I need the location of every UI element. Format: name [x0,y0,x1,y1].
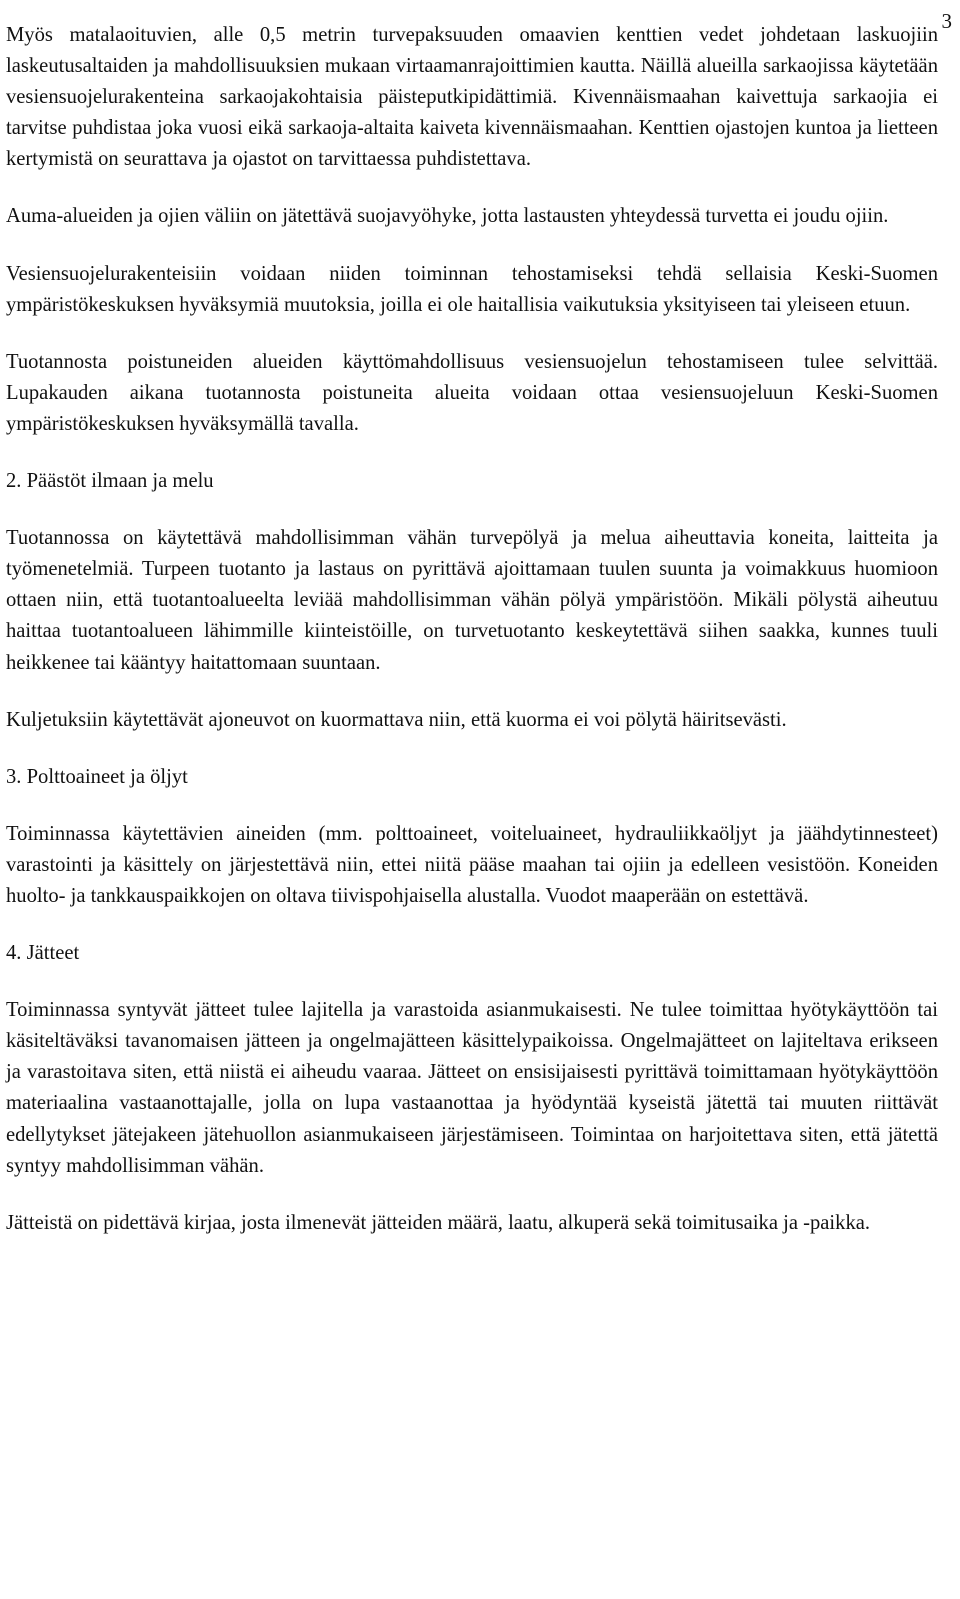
paragraph-waste-handling: Toiminnassa syntyvät jätteet tulee lajitella ja varastoida asianmukaisesti. Ne tulee toimittaa hyötykäyttöön tai käsiteltäväksi tavanomaisen jätteen ja ongelmajätteen käsittelypaikoissa. Ongelmajätteet on lajiteltava erikseen ja varastoitava siten, että niistä ei aiheudu vaaraa. Jätteet on ensisijaisesti pyrittävä toimittamaan hyötykäyttöön materiaalina vastaanottajalle, jolla on lupa vastaanottaa ja hyödyntää kyseistä jätettä tai muuten riittävät edellytykset jätejakeen jätehuollon asianmukaiseen järjestämiseen. Toimintaa on harjoitettava siten, että jätettä syntyy mahdollisimman vähän. [6,999,938,1177]
paragraph-waste-records: Jätteistä on pidettävä kirjaa, josta ilmenevät jätteiden määrä, laatu, alkuperä sekä toimitusaika ja -paikka. [6,1211,871,1234]
paragraph-chemical-storage: Toiminnassa käytettävien aineiden (mm. polttoaineet, voiteluaineet, hydrauliikkaöljyt ja jäähdytinnesteet) varastointi ja käsittely on järjestettävä niin, ettei niitä pääse maahan tai ojiin ja edelleen vesistöön. Koneiden huolto- ja tankkauspaikkojen on oltava tiivispohjaisella alustalla. Vuodot maaperään on estettävä. [6,822,938,907]
paragraph-structure-changes: Vesiensuojelurakenteisiin voidaan niiden toiminnan tehostamiseksi tehdä sellaisia Keski-Suomen ympäristökeskuksen hyväksymiä muutoksia, joilla ei ole haitallisia vaikutuksia yksityiseen tai yleiseen etuun. [6,262,938,316]
section-heading-fuels-oils: 3. Polttoaineet ja öljyt [6,765,188,788]
paragraph-dust-noise: Tuotannossa on käytettävä mahdollisimman vähän turvepölyä ja melua aiheuttavia koneita, laitteita ja työmenetelmiä. Turpeen tuotanto ja lastaus on pyrittävä ajoittamaan tuulen suunta ja voimakkuus huomioon ottaen niin, että tuotantoalueelta leviää mahdollisimman vähän pölyä ympäristöön. Mikäli pölystä aiheutuu haittaa tuotantoalueen lähimmille kiinteistöille, on turvetuotanto keskeytettävä siihen saakka, kunnes tuuli heikkenee tai kääntyy haitattomaan suuntaan. [6,527,938,674]
paragraph-drainage-fields: Myös matalaoituvien, alle 0,5 metrin turvepaksuuden omaavien kenttien vedet johdetaan laskuojiin laskeutusaltaiden ja mahdollisuuksien mukaan virtaamanrajoittimien kautta. Näillä alueilla sarkaojissa käytetään vesiensuojelurakenteina sarkaojakohtaisia päisteputkipidättimiä. Kivennäismaahan kaivettuja sarkaojia ei tarvitse puhdistaa joka vuosi eikä sarkaoja-altaita kaiveta kivennäismaahan. Kenttien ojastojen kuntoa ja lietteen kertymistä on seurattava ja ojastot on tarvittaessa puhdistettava. [6,24,938,171]
paragraph-buffer-zone: Auma-alueiden ja ojien väliin on jätettävä suojavyöhyke, jotta lastausten yhteydessä turvetta ei joudu ojiin. [6,205,889,228]
section-heading-waste: 4. Jätteet [6,942,80,965]
paragraph-retired-areas: Tuotannosta poistuneiden alueiden käyttömahdollisuus vesiensuojelun tehostamiseen tulee selvittää. Lupakauden aikana tuotannosta poistuneita alueita voidaan ottaa vesiensuojeluun Keski-Suomen ympäristökeskuksen hyväksymällä tavalla. [6,350,938,435]
paragraph-vehicle-loading: Kuljetuksiin käytettävät ajoneuvot on kuormattava niin, että kuorma ei voi pölytä häiritsevästi. [6,708,787,731]
section-heading-air-emissions: 2. Päästöt ilmaan ja melu [6,470,214,493]
page-number: 3 [941,9,952,33]
document-body [6,20,938,1265]
